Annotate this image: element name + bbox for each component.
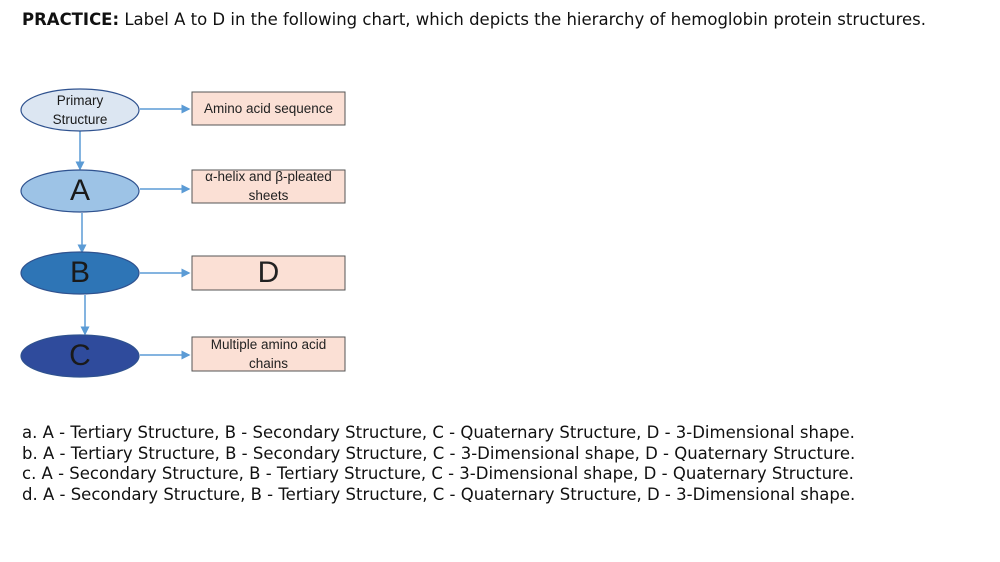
answer-options <box>22 423 992 505</box>
option-a[interactable]: a. A - Tertiary Structure, B - Secondary Structure, C - Quaternary Structure, D - 3-Dimensional shape. <box>22 423 855 442</box>
node-a-label: A <box>69 174 90 207</box>
option-c[interactable]: c. A - Secondary Structure, B - Tertiary Structure, C - 3-Dimensional shape, D - Quaternary Structure. <box>22 464 854 483</box>
option-d[interactable]: d. A - Secondary Structure, B - Tertiary Structure, C - Quaternary Structure, D - 3-Dimensional shape. <box>22 484 856 504</box>
node-b-label: B <box>69 256 90 289</box>
practice-label: PRACTICE: <box>22 10 120 29</box>
option-b[interactable]: b. A - Tertiary Structure, B - Secondary Structure, C - 3-Dimensional shape, D - Quaternary Structure. <box>22 443 856 463</box>
box-multiple-chains-label: Multiple amino acid chains <box>210 337 327 371</box>
box-amino-acid-sequence-label: Amino acid sequence <box>203 101 334 116</box>
node-primary-label: Primary Structure <box>52 93 108 127</box>
box-helix-sheets-label: α-helix and β-pleated sheets <box>205 169 332 203</box>
question-body: Label A to D in the following chart, which depicts the hierarchy of hemoglobin protein structures. <box>124 10 926 29</box>
node-c-label: C <box>69 339 91 372</box>
box-d-label: D <box>257 256 280 289</box>
